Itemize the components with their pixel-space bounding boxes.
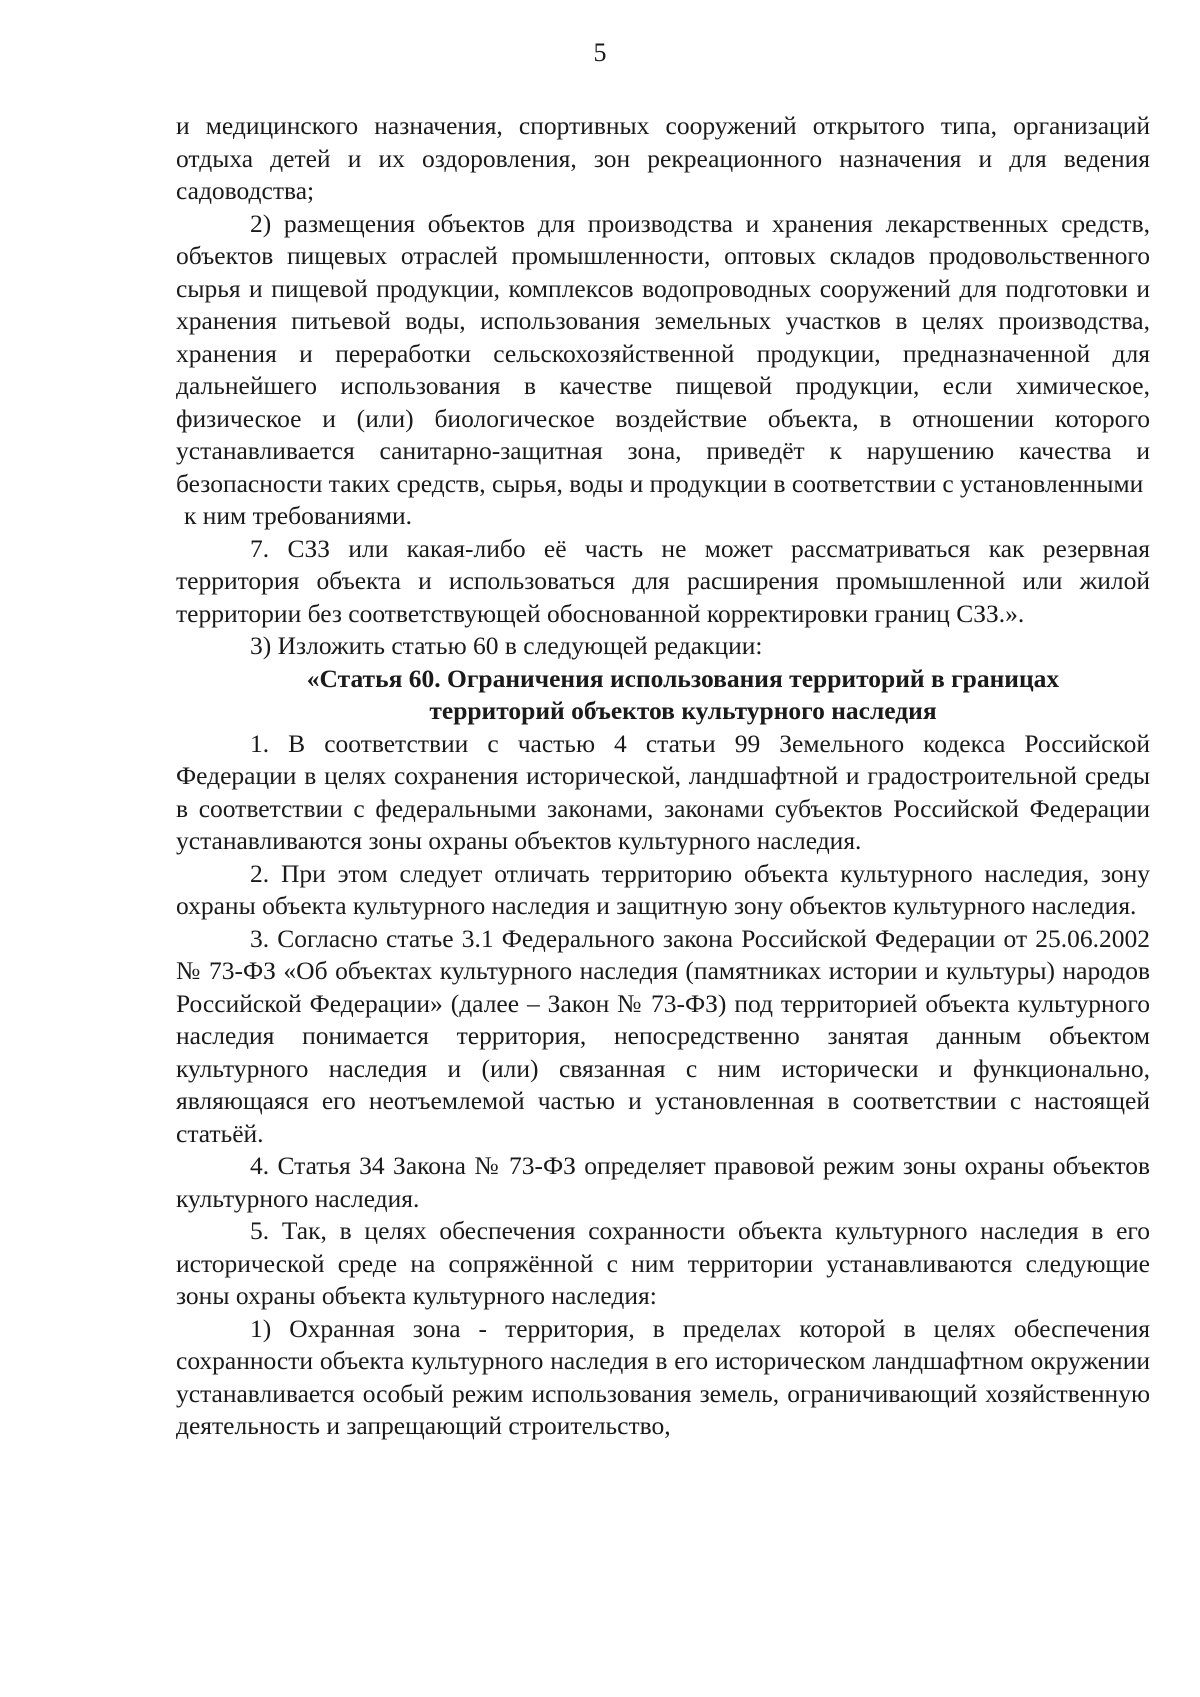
article-paragraph-2: 2. При этом следует отличать территорию объекта культурного наследия, зону охраны объекта культурного наследия и защитную зону объектов культурного наследия. — [176, 858, 1150, 920]
article-paragraph-5: 5. Так, в целях обеспечения сохранности объекта культурного наследия в его исторической среде на сопряжённой с ним территории устанавливаются следующие зоны охраны объекта культурного наследия: — [176, 1216, 1150, 1310]
paragraph-item-3-article-60: 3) Изложить статью 60 в следующей редакции: — [250, 631, 763, 660]
page-number: 5 — [593, 38, 607, 67]
paragraph-requirements-tail: к ним требованиями. — [184, 501, 413, 530]
document-body — [176, 110, 1150, 1443]
paragraph-item-2-placement: 2) размещения объектов для производства и хранения лекарственных средств, объектов пищевых отраслей промышленности, оптовых складов продовольственного сырья и пищевой продукции, комплексов водопроводных сооружений для подготовки и хранения питьевой воды, использования земельных участков в целях производства, хранения и переработки сельскохозяйственной продукции, предназначенной для дальнейшего использования в качестве пищевой продукции, если химическое, физическое и (или) биологическое воздействие объекта, в отношении которого устанавливается санитарно-защитная зона, приведёт к нарушению качества и безопасности таких средств, сырья, воды и продукции в соответствии с установленными — [176, 208, 1150, 498]
article-paragraph-1: 1. В соответствии с частью 4 статьи 99 Земельного кодекса Российской Федерации в целях сохранения исторической, ландшафтной и градостроительной среды в соответствии с федеральными законами, законами субъектов Российской Федерации устанавливаются зоны охраны объектов культурного наследия. — [176, 728, 1150, 855]
paragraph-item-7-szz: 7. СЗЗ или какая-либо её часть не может рассматриваться как резервная территория объекта и использоваться для расширения промышленной или жилой территории без соответствующей обоснованной корректировки границ СЗЗ.». — [176, 533, 1150, 628]
article-heading-line-1: «Статья 60. Ограничения использования территорий в границах — [306, 663, 1060, 693]
article-paragraph-5-item-1: 1) Охранная зона - территория, в пределах которой в целях обеспечения сохранности объекта культурного наследия в его историческом ландшафтном окружении устанавливается особый режим использования земель, ограничивающий хозяйственную деятельность и запрещающий строительство, — [176, 1313, 1150, 1440]
article-paragraph-3: 3. Согласно статье 3.1 Федерального закона Российской Федерации от 25.06.2002 № 73-ФЗ «Об объектах культурного наследия (памятниках истории и культуры) народов Российской Федерации» (далее – Закон № 73-ФЗ) под территорией объекта культурного наследия понимается территория, непосредственно занятая данным объектом культурного наследия и (или) связанная с ним исторически и функционально, являющаяся его неотъемлемой частью и установленная в соответствии с настоящей статьёй. — [176, 923, 1150, 1148]
article-paragraph-4: 4. Статья 34 Закона № 73-ФЗ определяет правовой режим зоны охраны объектов культурного наследия. — [176, 1151, 1150, 1213]
article-heading-line-2: территорий объектов культурного наследия — [429, 696, 937, 725]
paragraph-medical-purpose: и медицинского назначения, спортивных сооружений открытого типа, организаций отдыха детей и их оздоровления, зон рекреационного назначения и для ведения садоводства; — [176, 111, 1150, 205]
